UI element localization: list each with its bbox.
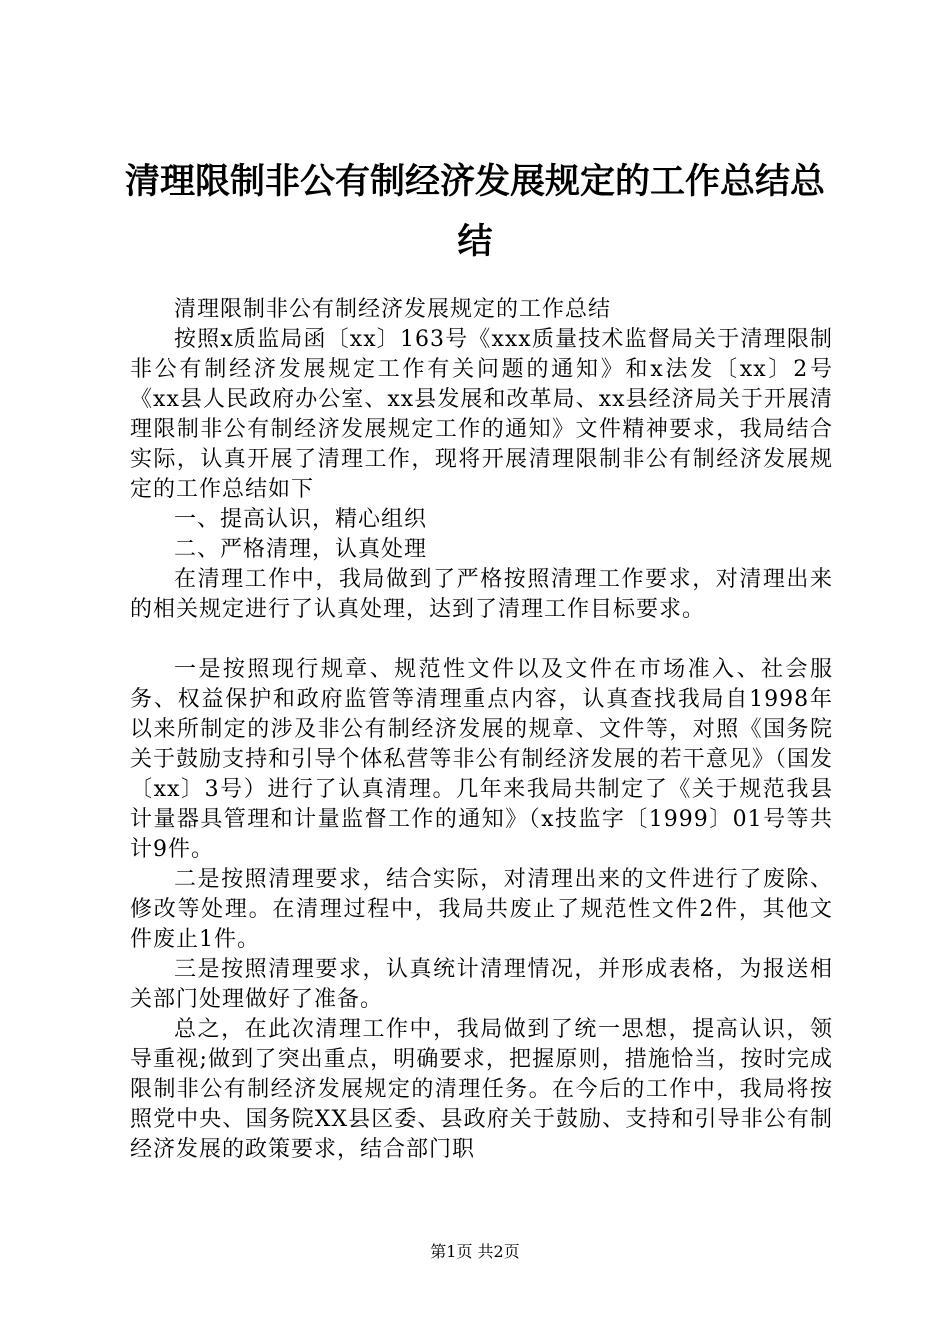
paragraph-point-1: 一是按照现行规章、规范性文件以及文件在市场准入、社会服务、权益保护和政府监管等清理重点内容，认真查找我局自1998年以来所制定的涉及非公有制经济发展的规章、文件等，对照《国务院关于鼓励支持和引导个体私营等非公有制经济发展的若干意见》（国发〔xx〕3号）进行了认真清理。几年来我局共制定了《关于规范我县计量器具管理和计量监督工作的通知》（x技监字〔1999〕01号等共计9件。 <box>130 657 833 862</box>
document-title-line1: 清理限制非公有制经济发展规定的工作总结总 <box>124 162 825 202</box>
paragraph-point-2: 二是按照清理要求，结合实际，对清理出来的文件进行了废除、修改等处理。在清理过程中，我局共废止了规范性文件2件，其他文件废止1件。 <box>130 867 833 952</box>
paragraph-point-3: 三是按照清理要求，认真统计清理情况，并形成表格，为报送相关部门处理做好了准备。 <box>130 957 833 1012</box>
document-title-line2: 结 <box>457 222 493 262</box>
page-footer: 第1页 共2页 <box>430 1242 520 1261</box>
paragraph-subtitle: 清理限制非公有制经济发展规定的工作总结 <box>174 297 612 322</box>
paragraph-summary: 在清理工作中，我局做到了严格按照清理工作要求，对清理出来的相关规定进行了认真处理，达到了清理工作目标要求。 <box>130 567 833 622</box>
document-body <box>130 295 833 1165</box>
paragraph-intro: 按照x质监局函〔xx〕163号《xxx质量技术监督局关于清理限制非公有制经济发展规定工作有关问题的通知》和x法发〔xx〕2号《xx县人民政府办公室、xx县发展和改革局、xx县经济局关于开展清理限制非公有制经济发展规定工作的通知》文件精神要求，我局结合实际，认真开展了清理工作，现将开展清理限制非公有制经济发展规定的工作总结如下 <box>130 327 833 502</box>
paragraph-conclusion: 总之，在此次清理工作中，我局做到了统一思想，提高认识，领导重视;做到了突出重点，明确要求，把握原则，措施恰当，按时完成限制非公有制经济发展规定的清理任务。在今后的工作中，我局将按照党中央、国务院XX县区委、县政府关于鼓励、支持和引导非公有制经济发展的政策要求，结合部门职 <box>130 1017 833 1162</box>
section-heading-1: 一、提高认识，精心组织 <box>174 507 428 532</box>
section-heading-2: 二、严格清理，认真处理 <box>174 537 428 562</box>
